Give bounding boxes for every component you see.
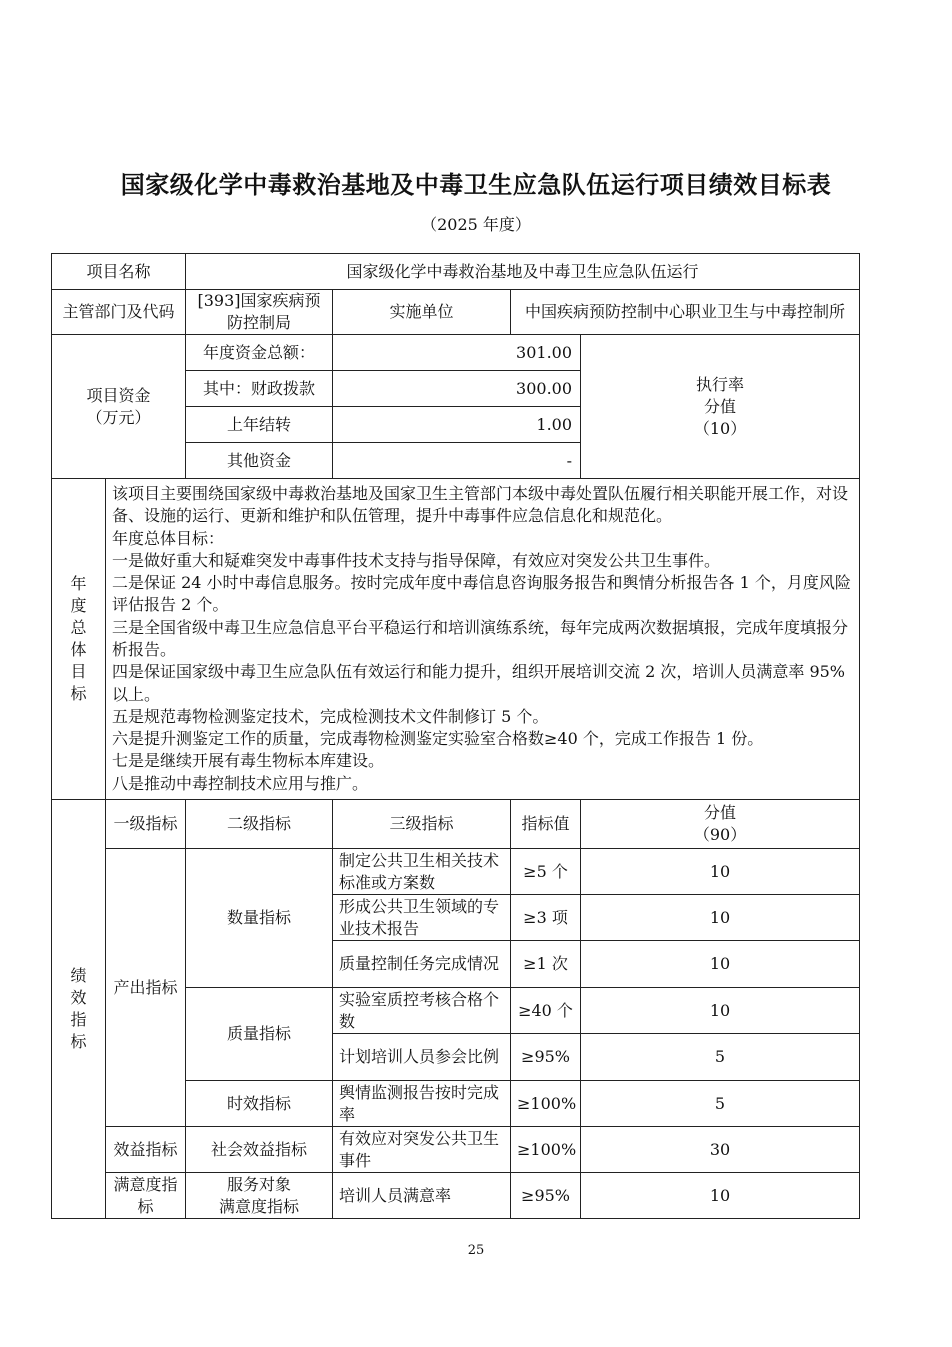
- social-benefit-label: 社会效益指标: [186, 1127, 333, 1173]
- header-score-line2: （90）: [693, 825, 747, 844]
- goal-line: 一是做好重大和疑难突发中毒事件技术支持与指导保障，有效应对突发公共卫生事件。: [112, 550, 721, 570]
- goal-line: 七是是继续开展有毒生物标本库建设。: [112, 751, 385, 771]
- header-score: [581, 800, 860, 849]
- funds-fiscal-label: 其中：财政拨款: [186, 371, 333, 407]
- execution-rate-label: 执行率: [696, 374, 745, 394]
- performance-target-table: [51, 253, 860, 1219]
- indicator-score: 10: [581, 988, 860, 1034]
- goal-line: 八是推动中毒控制技术应用与推广。: [112, 773, 369, 793]
- indicator-score: 10: [581, 895, 860, 941]
- funds-row: [52, 335, 860, 371]
- indicators-label-char: 效: [70, 988, 87, 1007]
- header-level1: 一级指标: [106, 800, 186, 849]
- indicator-score: 10: [581, 941, 860, 988]
- indicator-name: 制定公共卫生相关技术标准或方案数: [333, 849, 511, 895]
- page-title: 国家级化学中毒救治基地及中毒卫生应急队伍运行项目绩效目标表: [120, 171, 832, 199]
- indicator-value: ≥1 次: [511, 941, 581, 988]
- indicator-name: 计划培训人员参会比例: [333, 1034, 511, 1081]
- goals-label-char: 年: [70, 574, 87, 593]
- implementer-label: 实施单位: [333, 290, 511, 335]
- annual-goals-label: [52, 479, 106, 800]
- benefit-indicator-label: 效益指标: [106, 1127, 186, 1173]
- implementer-value: 中国疾病预防控制中心职业卫生与中毒控制所: [511, 290, 860, 335]
- execution-rate-cell: [581, 335, 860, 479]
- indicator-score: 10: [581, 849, 860, 895]
- quality-indicator-label: 质量指标: [186, 988, 333, 1081]
- indicator-score: 30: [581, 1127, 860, 1173]
- indicator-score: 5: [581, 1034, 860, 1081]
- goal-line: 二是保证 24 小时中毒信息服务。按时完成年度中毒信息咨询服务报告和舆情分析报告各 1 个，月度风险评估报告 2 个。: [112, 573, 851, 615]
- indicator-row: [52, 1127, 860, 1173]
- goal-line: 六是提升测鉴定工作的质量，完成毒物检测鉴定实验室合格数≥40 个，完成工作报告 1 份。: [112, 729, 764, 749]
- header-score-line1: 分值: [704, 803, 737, 822]
- indicator-name: 舆情监测报告按时完成率: [333, 1081, 511, 1127]
- project-name-value: 国家级化学中毒救治基地及中毒卫生应急队伍运行: [186, 254, 860, 290]
- output-indicator-label: 产出指标: [106, 849, 186, 1127]
- indicator-value: ≥100%: [511, 1081, 581, 1127]
- header-value: 指标值: [511, 800, 581, 849]
- indicator-row: [52, 1173, 860, 1219]
- goals-label-char: 度: [70, 596, 87, 615]
- indicator-name: 实验室质控考核合格个数: [333, 988, 511, 1034]
- indicator-value: ≥95%: [511, 1034, 581, 1081]
- funds-total-value: 301.00: [333, 335, 581, 371]
- indicator-value: ≥3 项: [511, 895, 581, 941]
- execution-score-value: （10）: [693, 418, 747, 438]
- annual-goals-text: [106, 479, 860, 800]
- department-label: 主管部门及代码: [52, 290, 186, 335]
- goal-line: 年度总体目标：: [112, 528, 225, 548]
- funds-carryover-value: 1.00: [333, 407, 581, 443]
- goals-label-char: 标: [70, 684, 87, 703]
- goal-line: 该项目主要围绕国家级中毒救治基地及国家卫生主管部门本级中毒处置队伍履行相关职能开展工作，对设备、设施的运行、更新和维护和队伍管理，提升中毒事件应急信息化和规范化。: [112, 483, 849, 526]
- indicator-name: 形成公共卫生领域的专业技术报告: [333, 895, 511, 941]
- project-name-label: 项目名称: [52, 254, 186, 290]
- goal-line: 五是规范毒物检测鉴定技术，完成检测技术文件制修订 5 个。: [112, 706, 549, 726]
- goals-label-char: 总: [70, 618, 87, 637]
- indicator-value: ≥100%: [511, 1127, 581, 1173]
- indicators-label: [52, 800, 106, 1219]
- indicator-header-row: [52, 800, 860, 849]
- satisfaction-indicator-label: 满意度指标: [106, 1173, 186, 1219]
- funds-label: [52, 335, 186, 479]
- execution-score-label: 分值: [704, 396, 737, 416]
- funds-other-value: -: [333, 443, 581, 479]
- indicator-name: 培训人员满意率: [333, 1173, 511, 1219]
- indicators-label-char: 指: [70, 1010, 87, 1029]
- timeliness-indicator-label: 时效指标: [186, 1081, 333, 1127]
- page-number: 25: [467, 1243, 485, 1258]
- header-level2: 二级指标: [186, 800, 333, 849]
- funds-other-label: 其他资金: [186, 443, 333, 479]
- funds-label-line1: 项目资金: [86, 385, 151, 405]
- goal-line: 三是全国省级中毒卫生应急信息平台平稳运行和培训演练系统，每年完成两次数据填报，完成年度填报分析报告。: [112, 617, 849, 659]
- department-value: [393]国家疾病预防控制局: [186, 290, 333, 335]
- indicator-name: 质量控制任务完成情况: [333, 941, 511, 988]
- quantity-indicator-label: 数量指标: [186, 849, 333, 988]
- funds-label-line2: （万元）: [86, 407, 151, 427]
- indicator-row: [52, 849, 860, 895]
- department-row: [52, 290, 860, 335]
- funds-fiscal-value: 300.00: [333, 371, 581, 407]
- indicator-value: ≥40 个: [511, 988, 581, 1034]
- goal-line: 四是保证国家级中毒卫生应急队伍有效运行和能力提升，组织开展培训交流 2 次，培训人员满意率 95%以上。: [112, 662, 846, 704]
- indicators-label-char: 绩: [70, 966, 87, 985]
- project-name-row: [52, 254, 860, 290]
- indicator-name: 有效应对突发公共卫生事件: [333, 1127, 511, 1173]
- goals-label-char: 目: [70, 662, 87, 681]
- page-subtitle: （2025 年度）: [421, 215, 531, 234]
- service-satisfaction-label: [186, 1173, 333, 1219]
- header-level3: 三级指标: [333, 800, 511, 849]
- funds-carryover-label: 上年结转: [186, 407, 333, 443]
- indicator-score: 10: [581, 1173, 860, 1219]
- funds-total-label: 年度资金总额：: [186, 335, 333, 371]
- service-satisfaction-line1: 服务对象: [227, 1174, 292, 1194]
- goals-label-char: 体: [70, 640, 87, 659]
- indicator-score: 5: [581, 1081, 860, 1127]
- service-satisfaction-line2: 满意度指标: [219, 1196, 300, 1216]
- annual-goals-row: [52, 479, 860, 800]
- indicator-value: ≥95%: [511, 1173, 581, 1219]
- indicators-label-char: 标: [70, 1032, 87, 1051]
- indicator-value: ≥5 个: [511, 849, 581, 895]
